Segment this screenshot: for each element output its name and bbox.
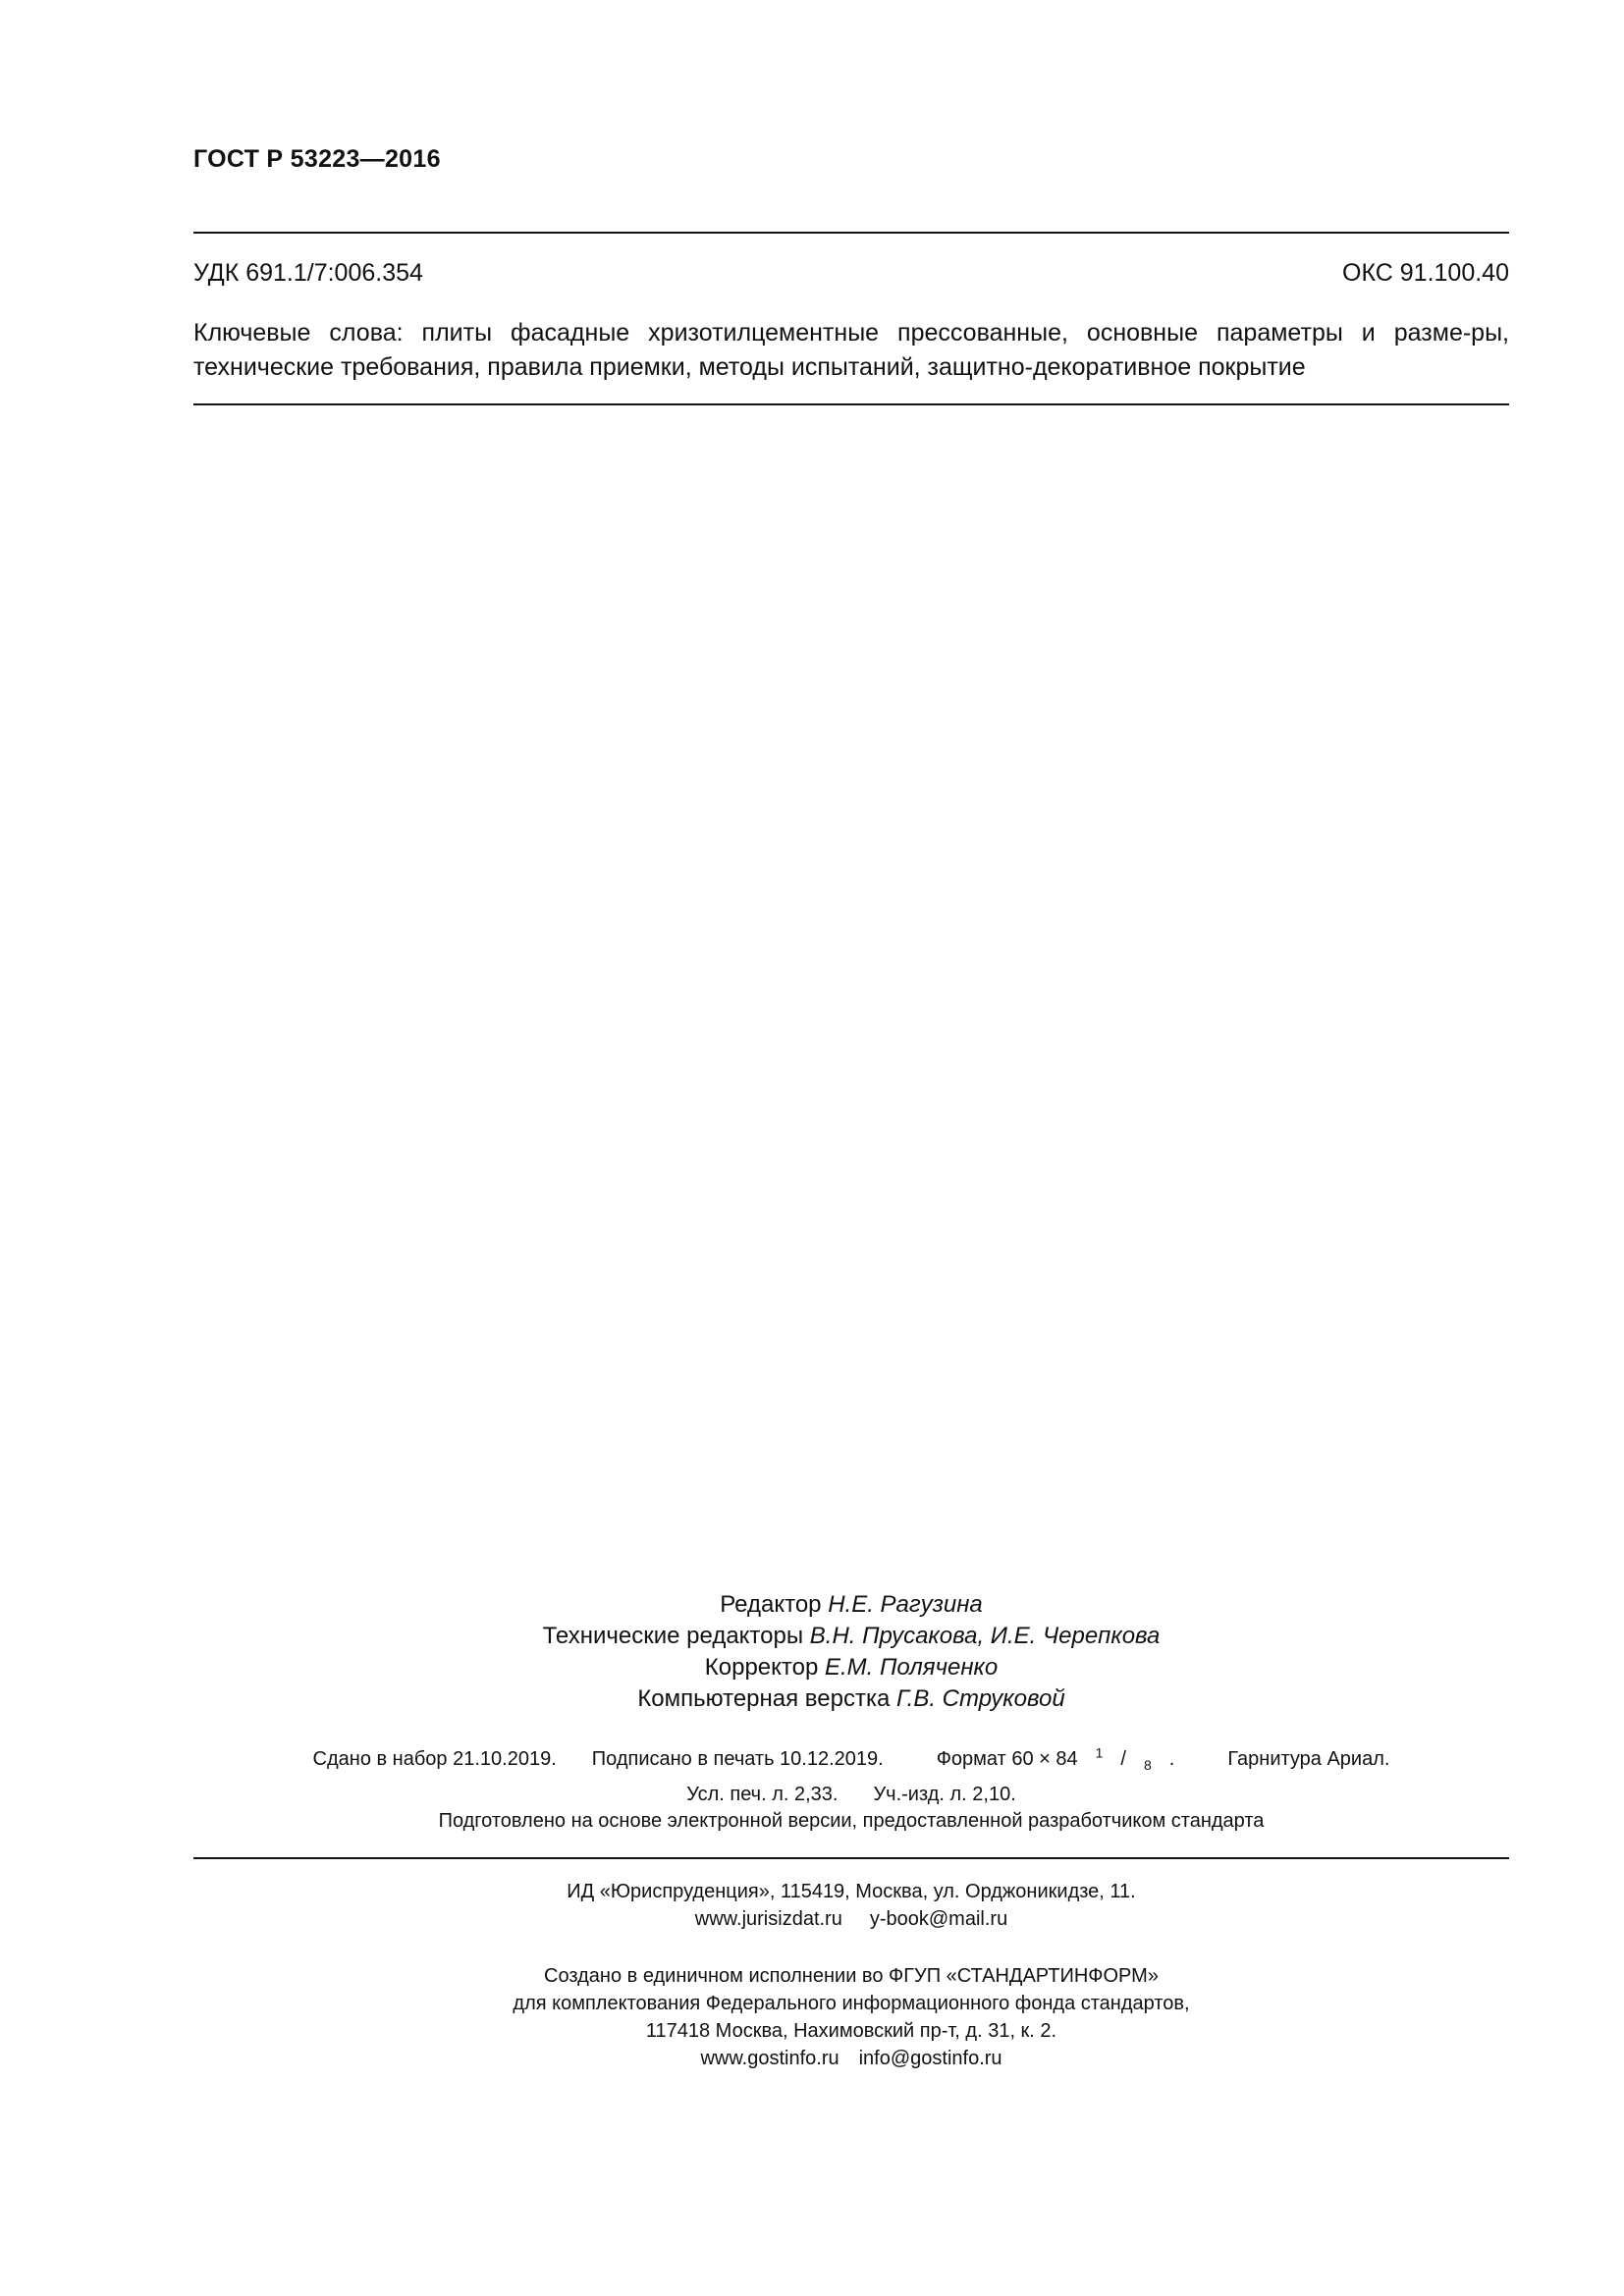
- udk-code: УДК 691.1/7:006.354: [193, 259, 423, 287]
- imprint-divider: [193, 1857, 1509, 1859]
- staff-tech-editors-names: В.Н. Прусакова, И.Е. Черепкова: [809, 1623, 1161, 1649]
- staff-layout-name: Г.В. Струковой: [896, 1685, 1065, 1712]
- uch-izd-sheets: Уч.-изд. л. 2,10.: [873, 1783, 1016, 1805]
- publisher-address: ИД «Юриспруденция», 115419, Москва, ул. Орджоникидзе, 11.: [567, 1881, 1136, 1902]
- staff-proofreader: Корректор Е.М. Поляченко: [704, 1654, 999, 1681]
- creator-line-3: 117418 Москва, Нахимовский пр-т, д. 31, к. 2.: [645, 2020, 1057, 2042]
- staff-proofreader-name: Е.М. Поляченко: [825, 1654, 999, 1681]
- publisher-links: [193, 1905, 1509, 1933]
- creator-line-2: для комплектования Федерального информационного фонда стандартов,: [513, 1993, 1190, 2014]
- prepared-note: Подготовлено на основе электронной версии, предоставленной разработчиком стандарта: [438, 1810, 1265, 1832]
- staff-layout: Компьютерная верстка Г.В. Струковой: [637, 1685, 1065, 1712]
- classification-row: [193, 259, 1509, 288]
- staff-credits: [193, 1589, 1509, 1715]
- publisher-block: [193, 1878, 1509, 1933]
- oks-code: ОКС 91.100.40: [1342, 259, 1509, 287]
- paper-format: Формат 60 × 84 $^1$ / $_8$ .: [936, 1744, 1175, 1773]
- creator-block: [193, 1962, 1509, 2072]
- submitted-date: Сдано в набор 21.10.2019.: [312, 1747, 557, 1770]
- print-info: [193, 1737, 1509, 1809]
- keywords-divider: [193, 403, 1509, 405]
- usl-pech-sheets: Усл. печ. л. 2,33.: [686, 1783, 839, 1805]
- publisher-website-link[interactable]: www.jurisizdat.ru: [694, 1908, 842, 1930]
- creator-website-link[interactable]: www.gostinfo.ru: [700, 2048, 839, 2069]
- print-info-row-2: [193, 1780, 1509, 1809]
- top-divider: [193, 232, 1509, 234]
- typeface: Гарнитура Ариал.: [1227, 1747, 1390, 1770]
- creator-links: [193, 2045, 1509, 2072]
- staff-editor: Редактор Н.Е. Рагузина: [720, 1591, 983, 1618]
- staff-tech-editors: Технические редакторы В.Н. Прусакова, И.Е. Черепкова: [542, 1623, 1161, 1649]
- publisher-email-link[interactable]: y-book@mail.ru: [869, 1908, 1008, 1930]
- standard-code-header: ГОСТ Р 53223—2016: [193, 145, 441, 173]
- keywords-paragraph: Ключевые слова: плиты фасадные хризотилцементные прессованные, основные параметры и разме-ры, технические требования, правила приемки, методы испытаний, защитно-декоративное покрытие: [193, 319, 1509, 381]
- signed-date: Подписано в печать 10.12.2019.: [591, 1747, 884, 1770]
- print-info-row-1: [193, 1737, 1509, 1780]
- creator-line-1: Создано в единичном исполнении во ФГУП «СТАНДАРТИНФОРМ»: [544, 1965, 1159, 1987]
- staff-editor-name: Н.Е. Рагузина: [828, 1591, 983, 1618]
- creator-email-link[interactable]: info@gostinfo.ru: [858, 2048, 1002, 2069]
